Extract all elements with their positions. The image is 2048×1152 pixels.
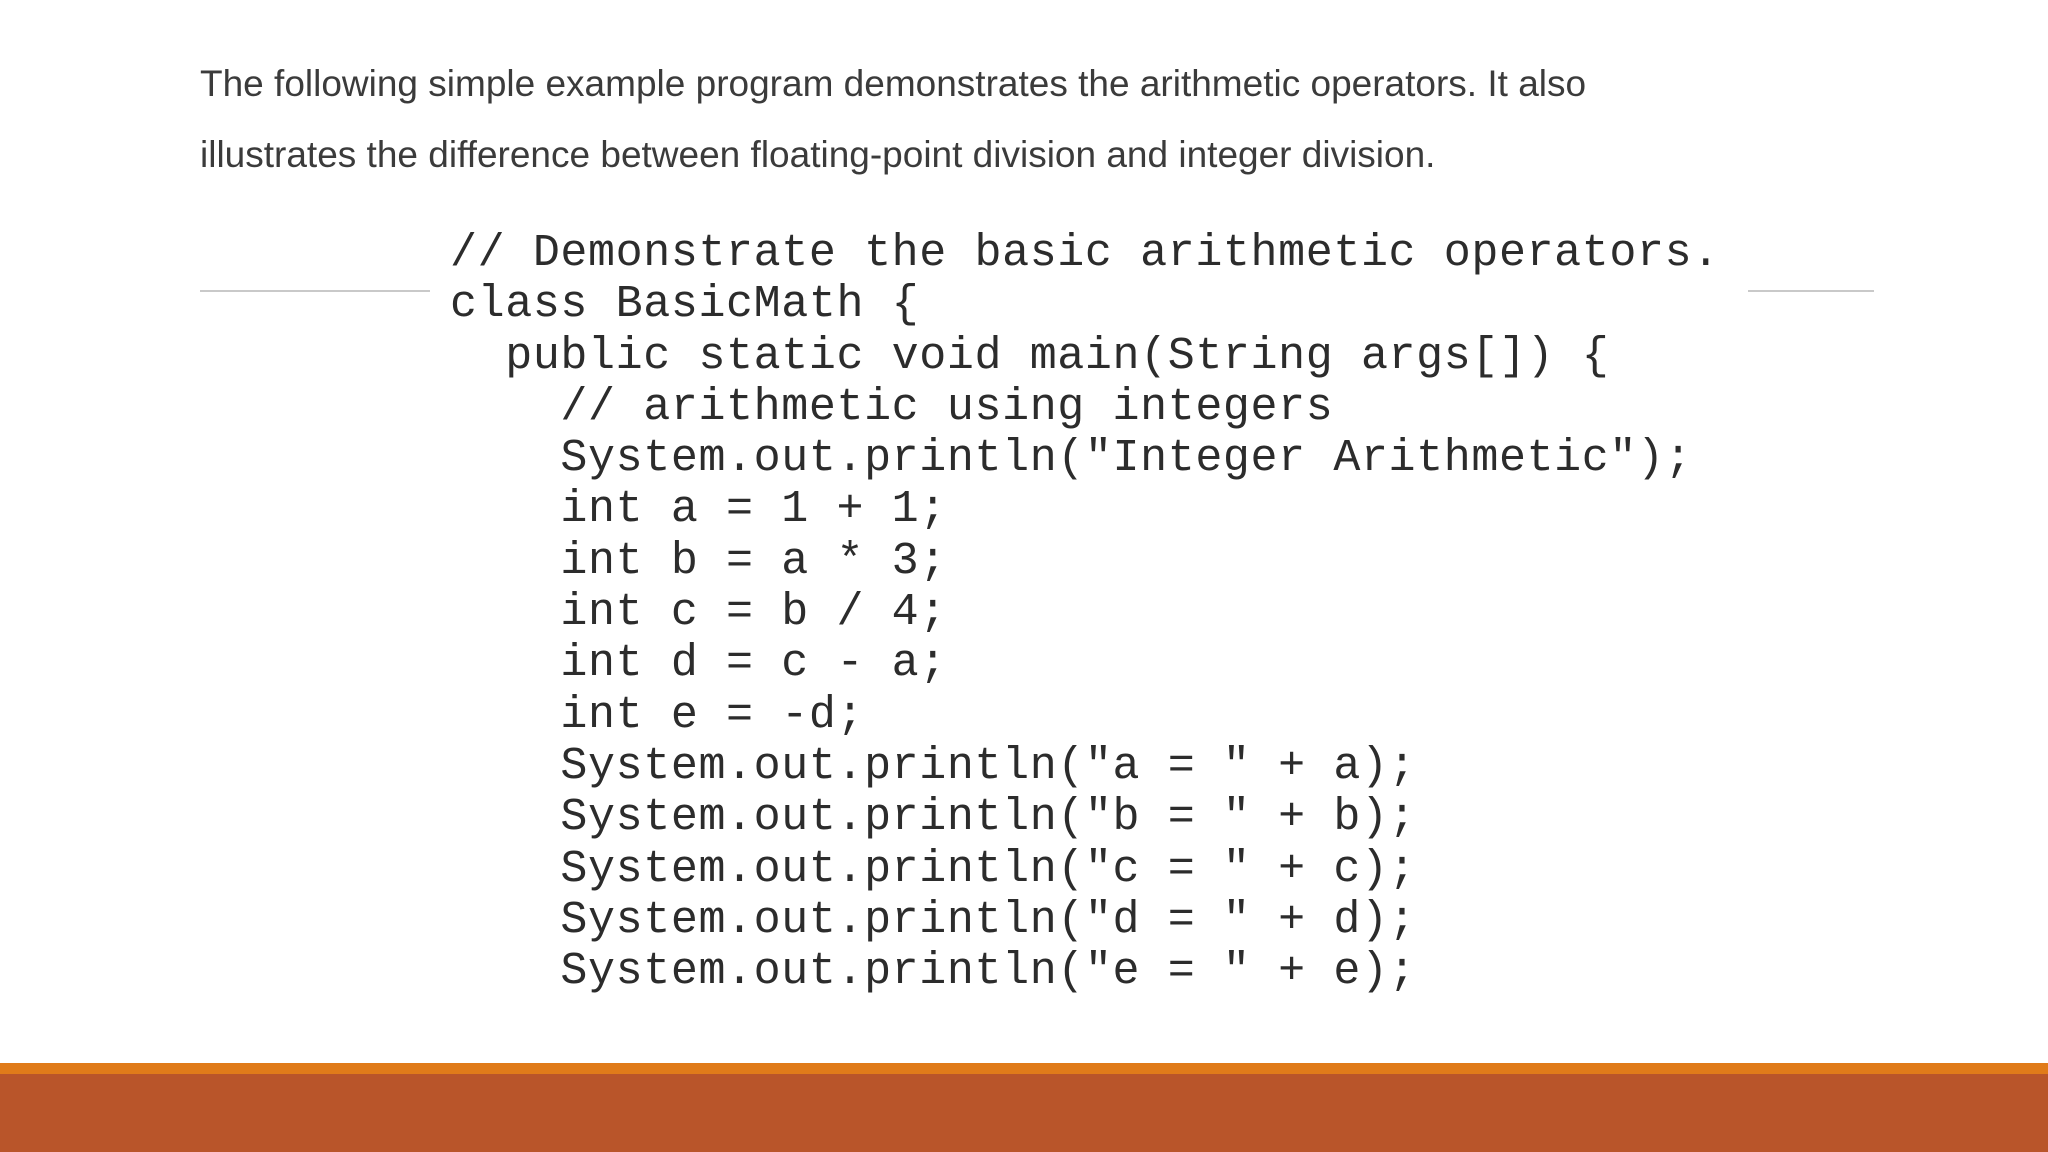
code-line: System.out.println("Integer Arithmetic"); [450, 433, 1693, 485]
title-rule-right [1748, 290, 1874, 292]
code-listing [450, 228, 1720, 997]
code-line: System.out.println("e = " + e); [450, 946, 1417, 998]
code-line: System.out.println("d = " + d); [450, 894, 1417, 946]
intro-paragraph [200, 48, 1900, 190]
footer-accent-stripe [0, 1063, 2048, 1074]
code-line: int e = -d; [450, 689, 865, 741]
intro-line-2: illustrates the difference between floating-point division and integer division. [200, 134, 1436, 175]
code-listing-image [430, 228, 1740, 1008]
code-line: int c = b / 4; [450, 587, 947, 639]
code-line: int a = 1 + 1; [450, 484, 947, 536]
code-line: int d = c - a; [450, 638, 947, 690]
code-line: public static void main(String args[]) { [450, 330, 1610, 382]
code-line: // arithmetic using integers [450, 381, 1334, 433]
code-line: System.out.println("b = " + b); [450, 792, 1417, 844]
code-line: int b = a * 3; [450, 535, 947, 587]
code-line: System.out.println("c = " + c); [450, 843, 1417, 895]
code-line: class BasicMath { [450, 279, 920, 331]
code-line: // Demonstrate the basic arithmetic operators. [450, 228, 1720, 279]
code-line: System.out.println("a = " + a); [450, 740, 1417, 792]
title-rule-left [200, 290, 432, 292]
intro-line-1: The following simple example program demonstrates the arithmetic operators. It also [200, 63, 1587, 104]
footer-bar [0, 1074, 2048, 1152]
